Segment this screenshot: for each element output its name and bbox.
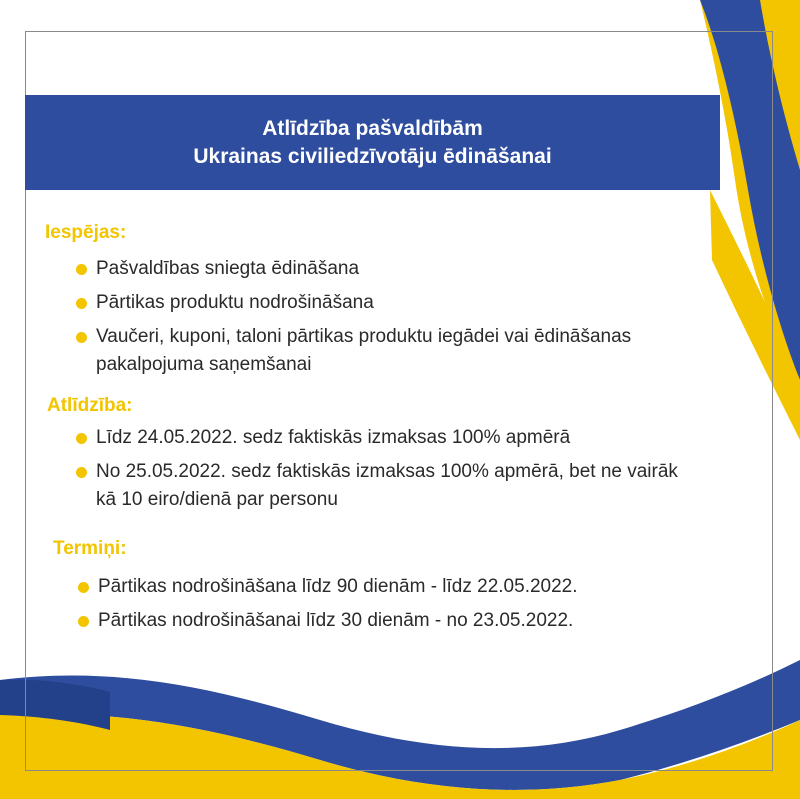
title-banner bbox=[25, 95, 720, 190]
title-line-2: Ukrainas civiliedzīvotāju ēdināšanai bbox=[193, 144, 552, 168]
list-termini bbox=[78, 573, 738, 641]
list-item: Līdz 24.05.2022. sedz faktiskās izmaksas 100% apmērā bbox=[76, 424, 696, 452]
bullet-icon bbox=[78, 616, 89, 627]
section-heading-iespejas: Iespējas: bbox=[45, 222, 127, 243]
list-item: Pašvaldības sniegta ēdināšana bbox=[76, 255, 696, 283]
bullet-icon bbox=[76, 467, 87, 478]
list-iespejas bbox=[76, 255, 696, 385]
section-heading-atlidziba: Atlīdzība: bbox=[47, 395, 133, 416]
bullet-icon bbox=[76, 298, 87, 309]
title-line-1: Atlīdzība pašvaldībām bbox=[262, 116, 483, 140]
bullet-icon bbox=[78, 582, 89, 593]
list-item: Pārtikas nodrošināšana līdz 90 dienām - līdz 22.05.2022. bbox=[78, 573, 738, 601]
bullet-icon bbox=[76, 264, 87, 275]
list-item: Vaučeri, kuponi, taloni pārtikas produktu iegādei vai ēdināšanas pakalpojuma saņemšanai bbox=[76, 323, 696, 379]
bullet-icon bbox=[76, 332, 87, 343]
section-heading-termini: Termiņi: bbox=[53, 538, 127, 559]
list-atlidziba bbox=[76, 424, 696, 520]
list-item: Pārtikas produktu nodrošināšana bbox=[76, 289, 696, 317]
list-item: Pārtikas nodrošināšanai līdz 30 dienām - no 23.05.2022. bbox=[78, 607, 738, 635]
bullet-icon bbox=[76, 433, 87, 444]
list-item: No 25.05.2022. sedz faktiskās izmaksas 100% apmērā, bet ne vairāk kā 10 eiro/dienā par personu bbox=[76, 458, 696, 514]
